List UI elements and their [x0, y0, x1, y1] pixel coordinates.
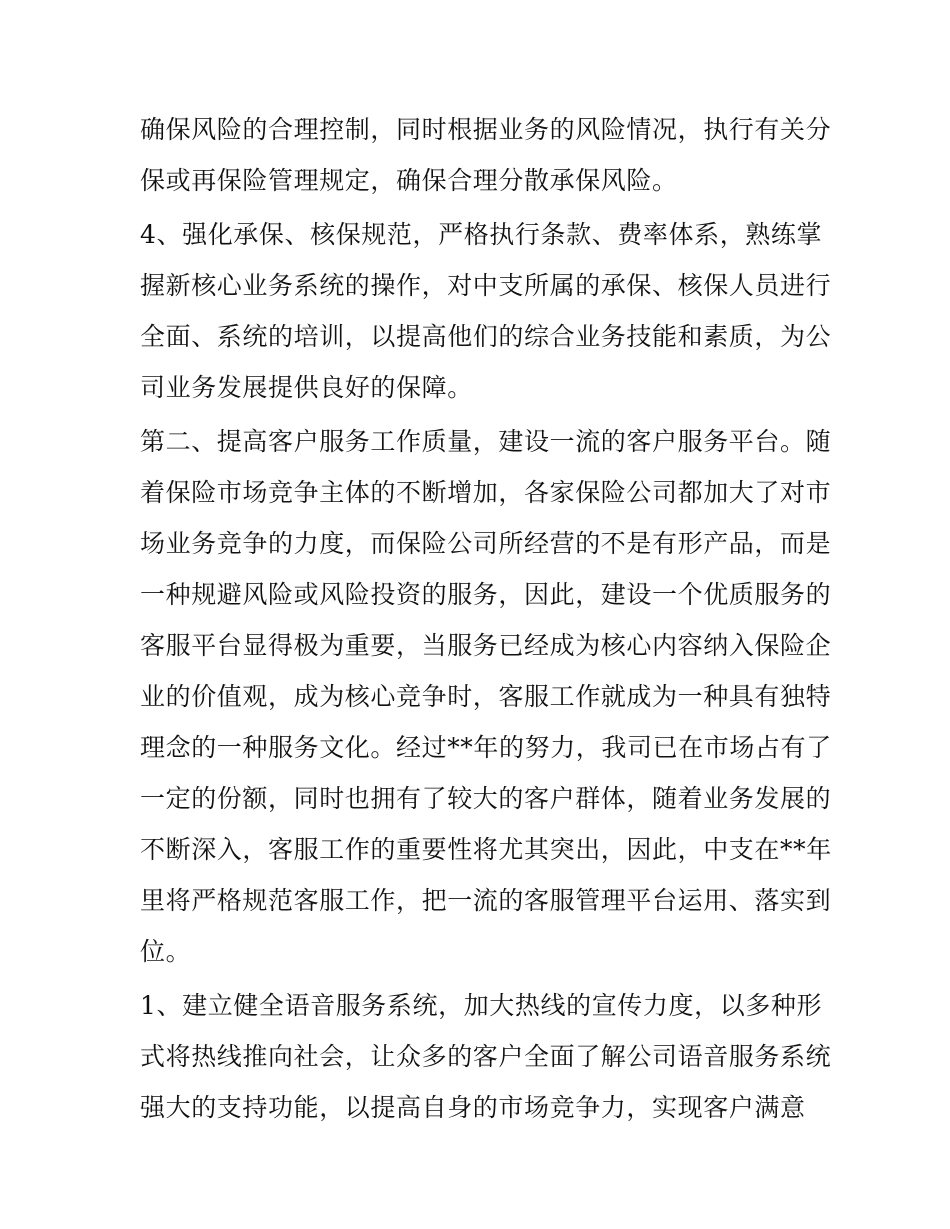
paragraph-underwriting: [140, 209, 830, 413]
text-line: 握新核心业务系统的操作，对中支所属的承保、核保人员进行: [140, 271, 832, 300]
text-line: 客服平台显得极为重要，当服务已经成为核心内容纳入保险企: [140, 631, 832, 660]
text-line: 一种规避风险或风险投资的服务，因此，建设一个优质服务的: [140, 580, 832, 609]
paragraph-voice-service: [140, 980, 830, 1133]
text-line: 全面、系统的培训，以提高他们的综合业务技能和素质，为公: [140, 322, 832, 351]
text-line: 1、建立健全语音服务系统，加大热线的宣传力度，以多种形: [140, 991, 823, 1020]
paragraph-risk-control: [140, 104, 830, 206]
text-line: 场业务竞争的力度，而保险公司所经营的不是有形产品，而是: [140, 529, 832, 558]
text-line: 里将严格规范客服工作，把一流的客服管理平台运用、落实到: [140, 886, 832, 915]
text-line: 一定的份额，同时也拥有了较大的客户群体，随着业务发展的: [140, 784, 832, 813]
body-text: [140, 104, 830, 1133]
text-line: 强大的支持功能，以提高自身的市场竞争力，实现客户满意: [140, 1093, 806, 1122]
text-line: 位。: [140, 937, 192, 966]
text-line: 4、强化承保、核保规范，严格执行条款、费率体系，熟练掌: [140, 220, 823, 249]
text-line: 确保风险的合理控制，同时根据业务的风险情况，执行有关分: [140, 115, 832, 144]
text-line: 业的价值观，成为核心竞争时，客服工作就成为一种具有独特: [140, 682, 832, 711]
text-line: 保或再保险管理规定，确保合理分散承保风险。: [140, 166, 678, 195]
text-line: 不断深入，客服工作的重要性将尤其突出，因此，中支在**年: [140, 835, 832, 864]
text-line: 司业务发展提供良好的保障。: [140, 373, 473, 402]
text-line: 式将热线推向社会，让众多的客户全面了解公司语音服务系统: [140, 1042, 832, 1071]
paragraph-customer-service: [140, 416, 830, 977]
text-line: 着保险市场竞争主体的不断增加，各家保险公司都加大了对市: [140, 478, 832, 507]
text-line: 第二、提高客户服务工作质量，建设一流的客户服务平台。随: [140, 427, 832, 456]
text-line: 理念的一种服务文化。经过**年的努力，我司已在市场占有了: [140, 733, 832, 762]
